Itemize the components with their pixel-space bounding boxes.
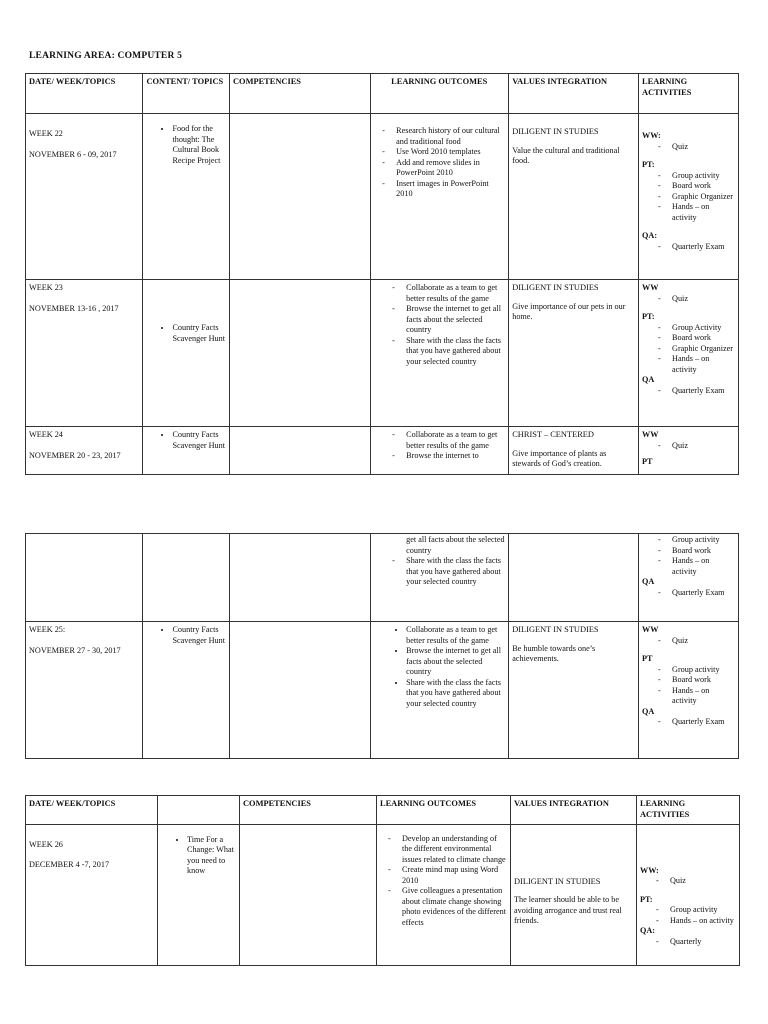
header-outcomes: LEARNING OUTCOMES <box>377 796 511 825</box>
value-text: Give importance of plants as stewards of God’s creation. <box>512 448 607 469</box>
qa-label: QA <box>642 706 655 716</box>
table-row-week-24 <box>26 427 739 475</box>
value-text: Give importance of our pets in our home. <box>512 301 626 322</box>
week-label: WEEK 22 <box>29 129 63 138</box>
ww-label: WW: <box>642 131 661 140</box>
activity-item: - Hands – on activity <box>672 686 735 707</box>
outcome-item: - Insert images in PowerPoint 2010 <box>396 179 505 200</box>
competencies-cell <box>230 280 371 427</box>
qa-label: QA: <box>642 231 658 240</box>
content-topic: • Country Facts Scavenger Hunt <box>172 430 226 451</box>
outcome-item: - Develop an understanding of the different environmental issues related to climate change <box>402 834 507 866</box>
activity-item: - Hands – on activity <box>670 916 736 927</box>
value-title: CHRIST – CENTERED <box>512 430 594 439</box>
table-row-week-25 <box>26 622 739 759</box>
ww-label: WW: <box>640 865 659 875</box>
qa-label: QA <box>642 577 655 586</box>
week-date: NOVEMBER 20 - 23, 2017 <box>29 450 121 460</box>
activity-item: - Board work <box>672 675 735 686</box>
table-header-row <box>26 796 740 825</box>
competencies-cell <box>240 824 377 965</box>
outcome-item: - Add and remove slides in PowerPoint 2010 <box>396 158 505 179</box>
activity-item: - Group Activity <box>672 323 735 334</box>
qa-label: QA: <box>640 926 656 935</box>
content-topic: • Food for the thought: The Cultural Book Recipe Project <box>172 124 226 166</box>
table-row-week-23 <box>26 280 739 427</box>
outcome-item: • Browse the internet to get all facts about the selected country <box>406 646 505 678</box>
activity-item: - Quiz <box>672 636 735 647</box>
outcome-continuation: get all facts about the selected country <box>406 535 505 555</box>
activity-item: - Quiz <box>672 142 735 153</box>
activity-item: - Group activity <box>670 905 736 916</box>
outcome-item: - Browse the internet to get all facts about the selected country <box>406 304 505 336</box>
activity-item: - Hands – on activity <box>672 202 735 223</box>
outcome-item: - Collaborate as a team to get better results of the game <box>406 430 505 451</box>
value-title: DILIGENT IN STUDIES <box>512 127 599 136</box>
value-title: DILIGENT IN STUDIES <box>514 876 601 886</box>
qa-label: QA <box>642 375 655 384</box>
lesson-plan-table-3 <box>25 795 740 966</box>
outcome-item: - Share with the class the facts that you have gathered about your selected country <box>406 556 505 588</box>
value-text: Value the cultural and traditional food. <box>512 145 620 166</box>
header-content: CONTENT/ TOPICS <box>143 74 230 114</box>
outcome-item: - Create mind map using Word 2010 <box>402 865 507 886</box>
week-label: WEEK 25: <box>29 625 66 634</box>
header-values: VALUES INTEGRATION <box>511 796 637 825</box>
activity-item: - Quarterly Exam <box>672 717 735 728</box>
activity-item: - Quarterly Exam <box>672 242 735 253</box>
week-label: WEEK 26 <box>29 839 63 849</box>
ww-label: WW <box>642 283 659 292</box>
outcome-item: • Collaborate as a team to get better results of the game <box>406 625 505 646</box>
competencies-cell <box>230 622 371 759</box>
header-date: DATE/ WEEK/TOPICS <box>26 796 158 825</box>
outcome-item: - Use Word 2010 templates <box>396 147 505 158</box>
ww-label: WW <box>642 625 659 634</box>
activity-item: - Quiz <box>672 441 735 452</box>
value-title: DILIGENT IN STUDIES <box>512 283 599 292</box>
document-title: LEARNING AREA: COMPUTER 5 <box>29 51 183 61</box>
pt-label: PT <box>642 457 653 466</box>
header-competencies: COMPETENCIES <box>240 796 377 825</box>
outcome-item: - Share with the class the facts that you have gathered about your selected country <box>406 336 505 368</box>
header-activities: LEARNING ACTIVITIES <box>639 74 739 114</box>
competencies-cell <box>230 427 371 475</box>
activity-item: - Quiz <box>672 294 735 305</box>
activity-item: - Quiz <box>670 876 736 887</box>
week-date: NOVEMBER 13-16 , 2017 <box>29 303 119 313</box>
outcome-item: • Share with the class the facts that you have gathered about your selected country <box>406 678 505 710</box>
week-date: DECEMBER 4 -7, 2017 <box>29 860 110 869</box>
week-date: NOVEMBER 6 - 09, 2017 <box>29 149 117 159</box>
outcome-item: - Research history of our cultural and traditional food <box>396 126 505 147</box>
activity-item: - Graphic Organizer <box>672 192 735 203</box>
content-topic: • Time For a Change: What you need to know <box>187 835 236 877</box>
activity-item: - Board work <box>672 546 735 557</box>
activity-item: - Graphic Organizer <box>672 344 735 355</box>
table-row-week-24-continued <box>26 534 739 622</box>
ww-label: WW <box>642 430 659 439</box>
activity-item: - Quarterly Exam <box>672 386 735 397</box>
lesson-plan-table-1 <box>25 73 739 475</box>
value-text: Be humble towards one’s achievements. <box>512 643 596 664</box>
activity-item: - Board work <box>672 181 735 192</box>
week-label: WEEK 23 <box>29 283 63 292</box>
header-competencies: COMPETENCIES <box>230 74 371 114</box>
activity-item: - Quarterly Exam <box>672 588 735 599</box>
content-topic: • Country Facts Scavenger Hunt <box>172 323 226 344</box>
header-activities: LEARNING ACTIVITIES <box>637 796 740 825</box>
content-topic: • Country Facts Scavenger Hunt <box>172 625 226 646</box>
activity-item: - Group activity <box>672 665 735 676</box>
pt-label: PT <box>642 654 653 663</box>
pt-label: PT: <box>642 312 655 321</box>
pt-label: PT: <box>640 894 653 904</box>
activity-item: - Hands – on activity <box>672 354 735 375</box>
competencies-cell <box>230 114 371 280</box>
table-row-week-22 <box>26 114 739 280</box>
outcome-item: - Collaborate as a team to get better results of the game <box>406 283 505 304</box>
header-values: VALUES INTEGRATION <box>509 74 639 114</box>
lesson-plan-table-2 <box>25 533 739 759</box>
activity-item: - Quarterly <box>670 937 736 948</box>
value-text: The learner should be able to be avoiding arrogance and trust real friends. <box>514 895 622 926</box>
outcome-item: - Give colleagues a presentation about climate change showing photo evidences of the different effects <box>402 886 507 928</box>
week-label: WEEK 24 <box>29 430 63 439</box>
header-date: DATE/ WEEK/TOPICS <box>26 74 143 114</box>
pt-label: PT: <box>642 160 655 169</box>
header-content-empty <box>158 796 240 825</box>
table-header-row <box>26 74 739 114</box>
outcome-item: - Browse the internet to <box>406 451 505 462</box>
week-date: NOVEMBER 27 - 30, 2017 <box>29 645 121 655</box>
activity-item: - Group activity <box>672 535 735 546</box>
header-outcomes: LEARNING OUTCOMES <box>371 74 509 114</box>
activity-item: - Board work <box>672 333 735 344</box>
table-row-week-26 <box>26 824 740 965</box>
activity-item: - Hands – on activity <box>672 556 735 577</box>
value-title: DILIGENT IN STUDIES <box>512 625 599 634</box>
activity-item: - Group activity <box>672 171 735 182</box>
competencies-cell <box>230 534 371 622</box>
